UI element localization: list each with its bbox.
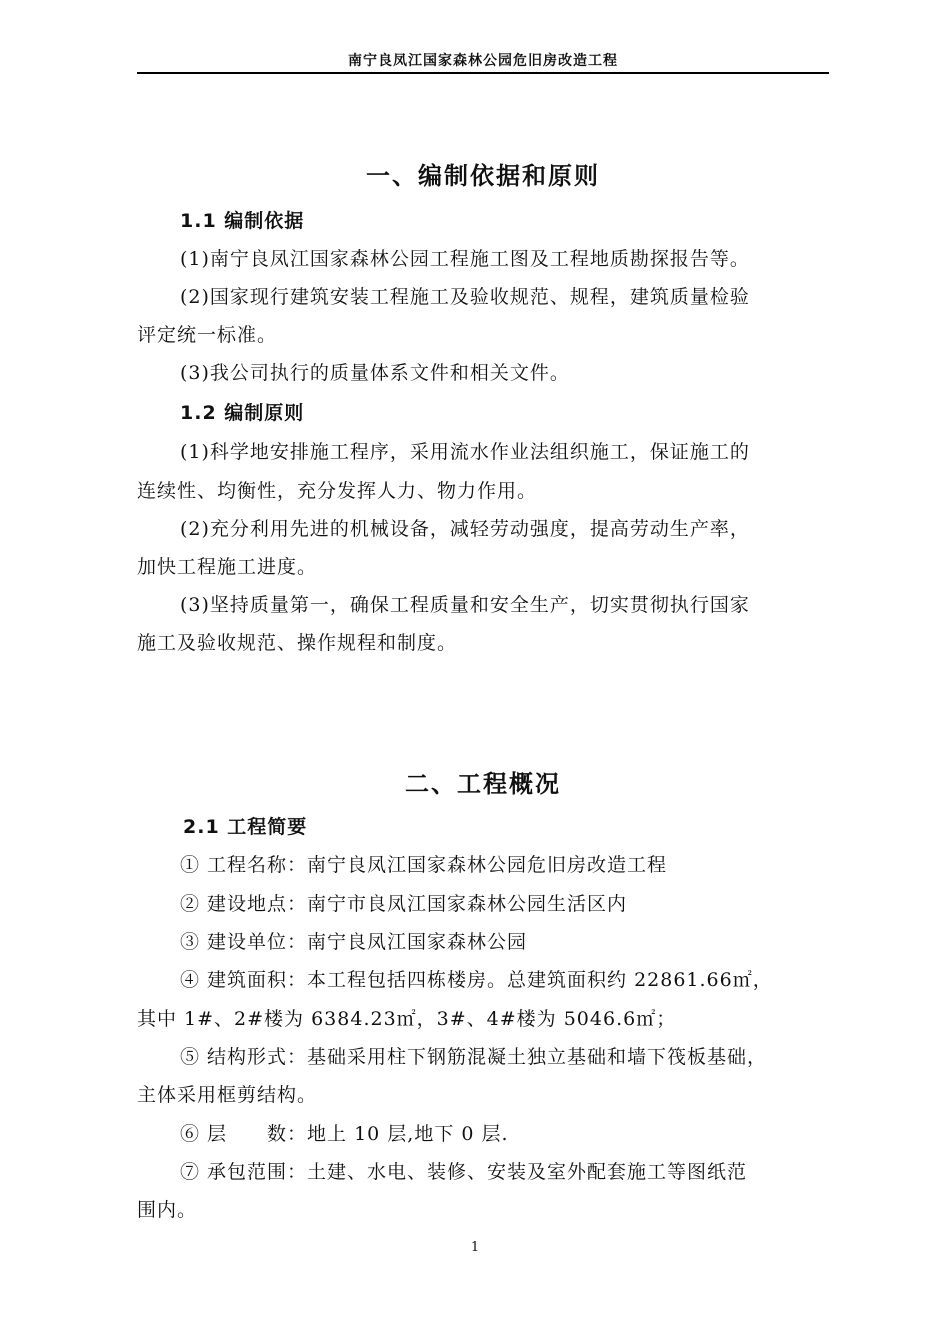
paragraph-line: ⑦ 承包范围：土建、水电、装修、安装及室外配套施工等图纸范 <box>180 1161 748 1183</box>
paragraph-line: (3)我公司执行的质量体系文件和相关文件。 <box>180 362 570 384</box>
paragraph-line: ⑤ 结构形式：基础采用柱下钢筋混凝土独立基础和墙下筏板基础， <box>180 1046 768 1068</box>
paragraph-line: (2)充分利用先进的机械设备，减轻劳动强度，提高劳动生产率， <box>180 518 750 540</box>
paragraph-line: 连续性、均衡性，充分发挥人力、物力作用。 <box>137 480 538 502</box>
paragraph-line: (3)坚持质量第一，确保工程质量和安全生产，切实贯彻执行国家 <box>180 594 750 616</box>
paragraph-line: (1)南宁良凤江国家森林公园工程施工图及工程地质勘探报告等。 <box>180 248 750 270</box>
paragraph-line: 其中 1#、2#楼为 6384.23㎡，3#、4#楼为 5046.6㎡； <box>137 1008 677 1030</box>
paragraph-line: 施工及验收规范、操作规程和制度。 <box>137 632 458 654</box>
page-number: 1 <box>470 1240 480 1255</box>
paragraph-line: 加快工程施工进度。 <box>137 556 318 578</box>
paragraph-line: 围内。 <box>137 1199 198 1221</box>
header-rule <box>137 72 829 74</box>
subsection-1-2-title: 1.2 编制原则 <box>180 402 305 424</box>
subsection-1-1-title: 1.1 编制依据 <box>180 210 305 232</box>
paragraph-line: 主体采用框剪结构。 <box>137 1084 318 1106</box>
running-header: 南宁良凤江国家森林公园危旧房改造工程 <box>348 53 618 69</box>
paragraph-line: (1)科学地安排施工程序，采用流水作业法组织施工，保证施工的 <box>180 441 750 463</box>
paragraph-line: (2)国家现行建筑安装工程施工及验收规范、规程，建筑质量检验 <box>180 286 750 308</box>
paragraph-line: 评定统一标准。 <box>137 324 278 346</box>
paragraph-line: ③ 建设单位：南宁良凤江国家森林公园 <box>180 931 528 953</box>
section-1-title: 一、编制依据和原则 <box>366 162 600 190</box>
section-2-title: 二、工程概况 <box>405 770 561 798</box>
subsection-2-1-title: 2.1 工程简要 <box>183 816 308 838</box>
paragraph-line: ② 建设地点：南宁市良凤江国家森林公园生活区内 <box>180 893 628 915</box>
paragraph-line: ⑥ 层 数：地上 10 层,地下 0 层. <box>180 1123 509 1145</box>
paragraph-line: ④ 建筑面积：本工程包括四栋楼房。总建筑面积约 22861.66㎡， <box>180 969 773 991</box>
paragraph-line: ① 工程名称：南宁良凤江国家森林公园危旧房改造工程 <box>180 854 668 876</box>
